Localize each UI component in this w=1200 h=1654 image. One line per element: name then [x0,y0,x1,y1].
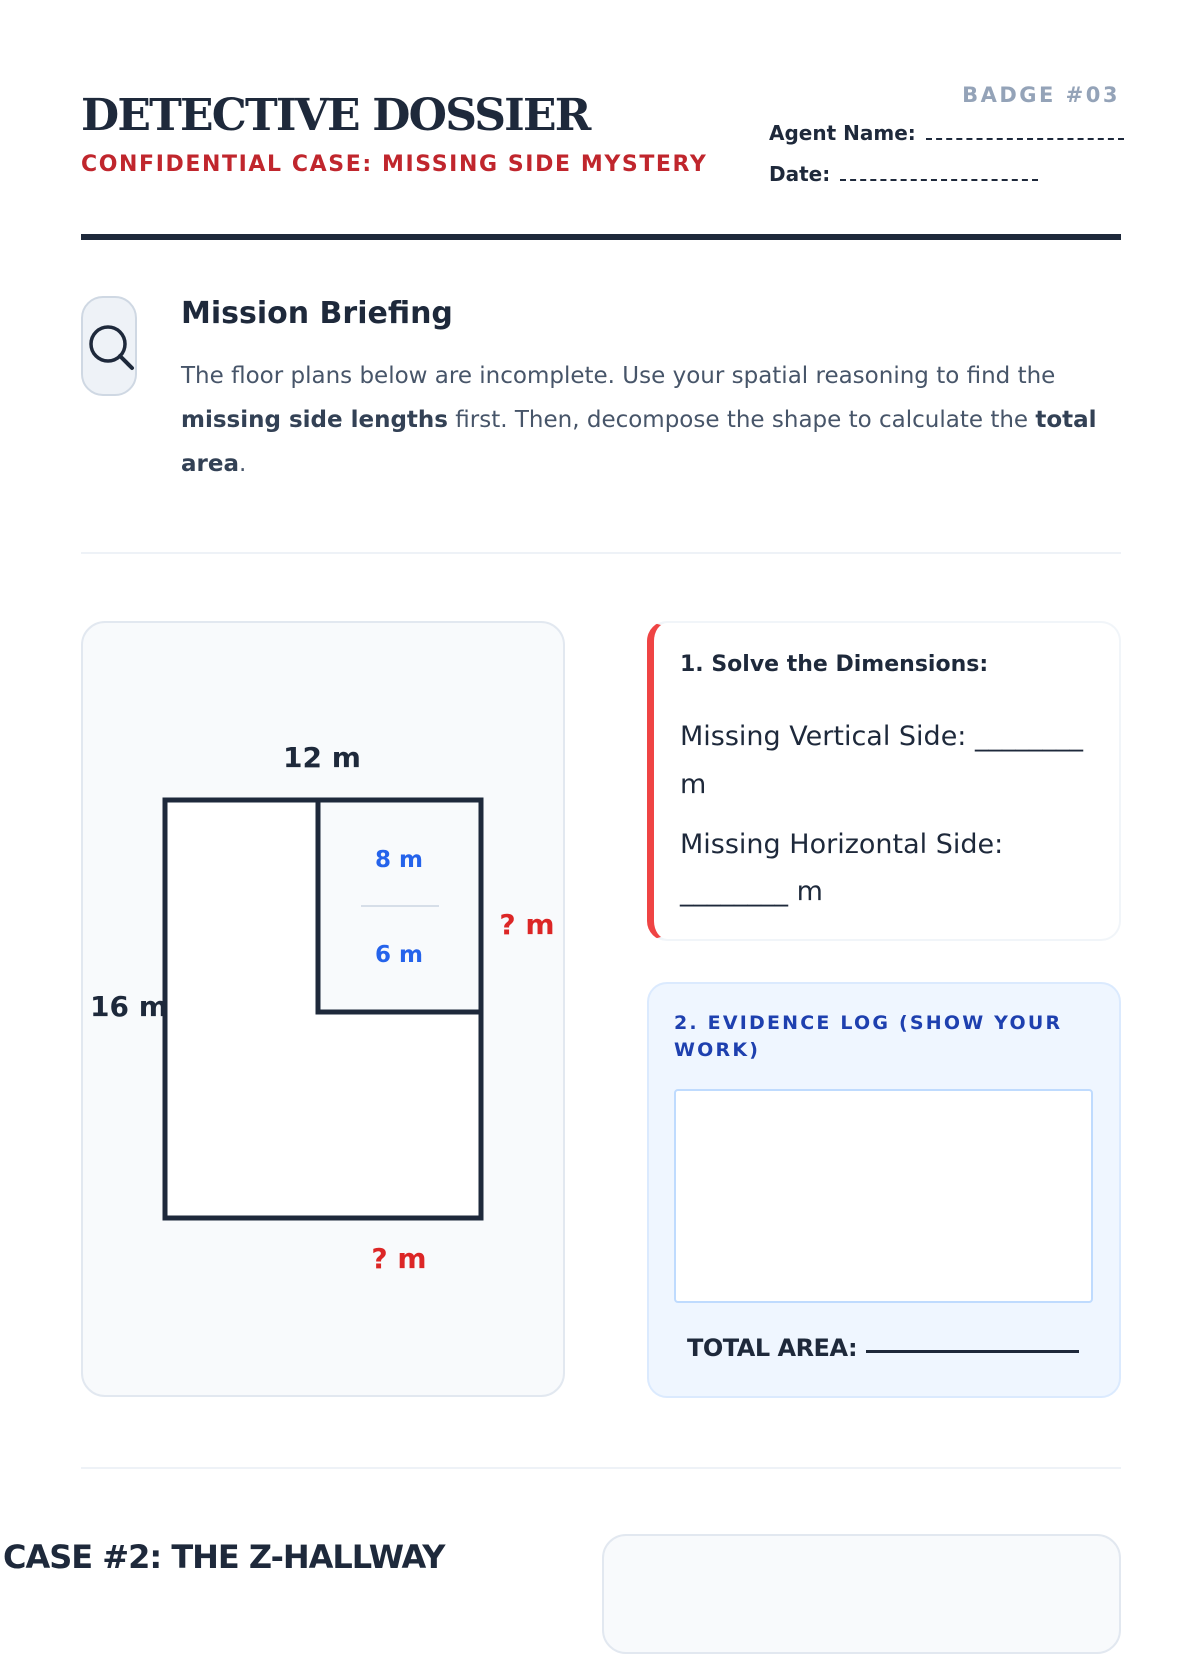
briefing-emphasis-sides: missing side lengths [181,407,448,433]
label-notch-height: 6 m [375,942,423,968]
label-top: 12 m [283,741,361,774]
header-divider [81,234,1121,240]
agent-name-blank[interactable] [926,124,1124,140]
briefing-icon-box [81,296,137,396]
work-area[interactable] [674,1089,1093,1303]
badge-number: BADGE #03 [962,83,1120,107]
briefing-emphasis-area: total area [181,407,1097,477]
briefing-title: Mission Briefing [181,296,453,331]
vertical-side-prompt[interactable]: Missing Vertical Side: ________ [680,721,1083,752]
date-blank[interactable] [840,165,1038,181]
evidence-log-heading: 2. EVIDENCE LOG (SHOW YOUR WORK) [674,1012,1063,1061]
date-field[interactable] [769,162,1038,186]
agent-name-label: Agent Name: [769,121,916,145]
label-left: 16 m [90,990,168,1023]
section-divider [81,1467,1121,1469]
page-title: DETECTIVE DOSSIER [81,90,590,141]
briefing-text: The floor plans below are incomplete. Use your spatial reasoning to find the missing side lengths first. Then, decompose the shape to calculate the total area. [181,363,1097,477]
total-area-answer-line[interactable] [866,1350,1079,1353]
case-subtitle: CONFIDENTIAL CASE: MISSING SIDE MYSTERY [81,152,708,177]
floor-plan-panel [81,621,565,1397]
label-bottom-unknown: ? m [371,1242,427,1275]
horizontal-side-blank[interactable]: ________ m [680,876,823,907]
floor-plan-diagram [81,621,565,1397]
case-2-title: CASE #2: THE Z-HALLWAY [3,1538,445,1576]
dimensions-heading: 1. Solve the Dimensions: [680,652,989,677]
horizontal-side-prompt: Missing Horizontal Side: [680,829,1004,860]
date-label: Date: [769,162,831,186]
section-divider [81,552,1121,554]
search-icon [87,323,135,371]
total-area-label: TOTAL AREA: [687,1334,858,1362]
case-2-panel [602,1534,1121,1654]
vertical-side-unit: m [680,769,707,800]
agent-name-field[interactable] [769,121,1124,145]
label-notch-width: 8 m [375,847,423,873]
label-right-unknown: ? m [499,908,555,941]
